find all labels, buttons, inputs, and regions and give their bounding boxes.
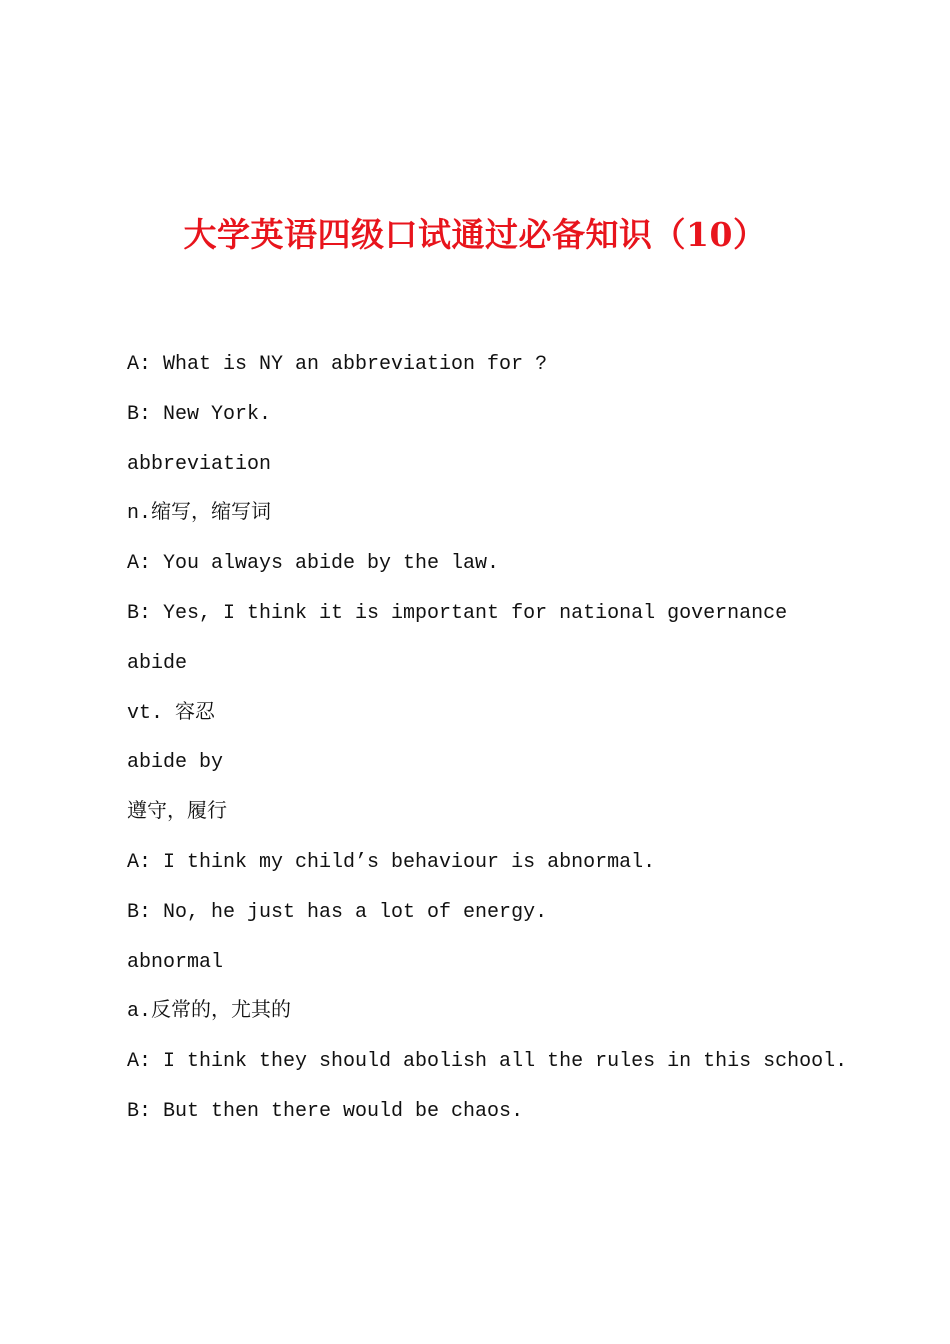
- vocabulary-word: abbreviation: [127, 452, 272, 476]
- dialogue-line-b: B: Yes, I think it is important for national governance: [127, 601, 788, 625]
- dialogue-line-a: A: I think they should abolish all the rules in this school.: [127, 1050, 848, 1074]
- dialogue-line-a: A: What is NY an abbreviation for ?: [127, 353, 548, 376]
- dialogue-line-b: B: But then there would be chaos.: [127, 1099, 524, 1123]
- vocabulary-definition: n.缩写，缩写词: [127, 502, 272, 526]
- vocabulary-word: abnormal: [127, 950, 224, 974]
- document-title: 大学英语四级口试通过必备知识（10）: [183, 215, 767, 254]
- vocabulary-word: abide: [127, 651, 188, 675]
- dialogue-line-a: A: You always abide by the law.: [127, 552, 500, 576]
- dialogue-line-b: B: New York.: [127, 402, 272, 426]
- vocabulary-definition: 遵守，履行: [127, 801, 227, 825]
- document-body: [127, 350, 907, 1147]
- dialogue-line-a: A: I think my child’s behaviour is abnormal.: [127, 850, 656, 874]
- vocabulary-definition: vt. 容忍: [127, 701, 216, 725]
- vocabulary-definition: a.反常的，尤其的: [127, 1000, 292, 1024]
- vocabulary-phrase: abide by: [127, 751, 224, 775]
- dialogue-line-b: B: No, he just has a lot of energy.: [127, 900, 548, 924]
